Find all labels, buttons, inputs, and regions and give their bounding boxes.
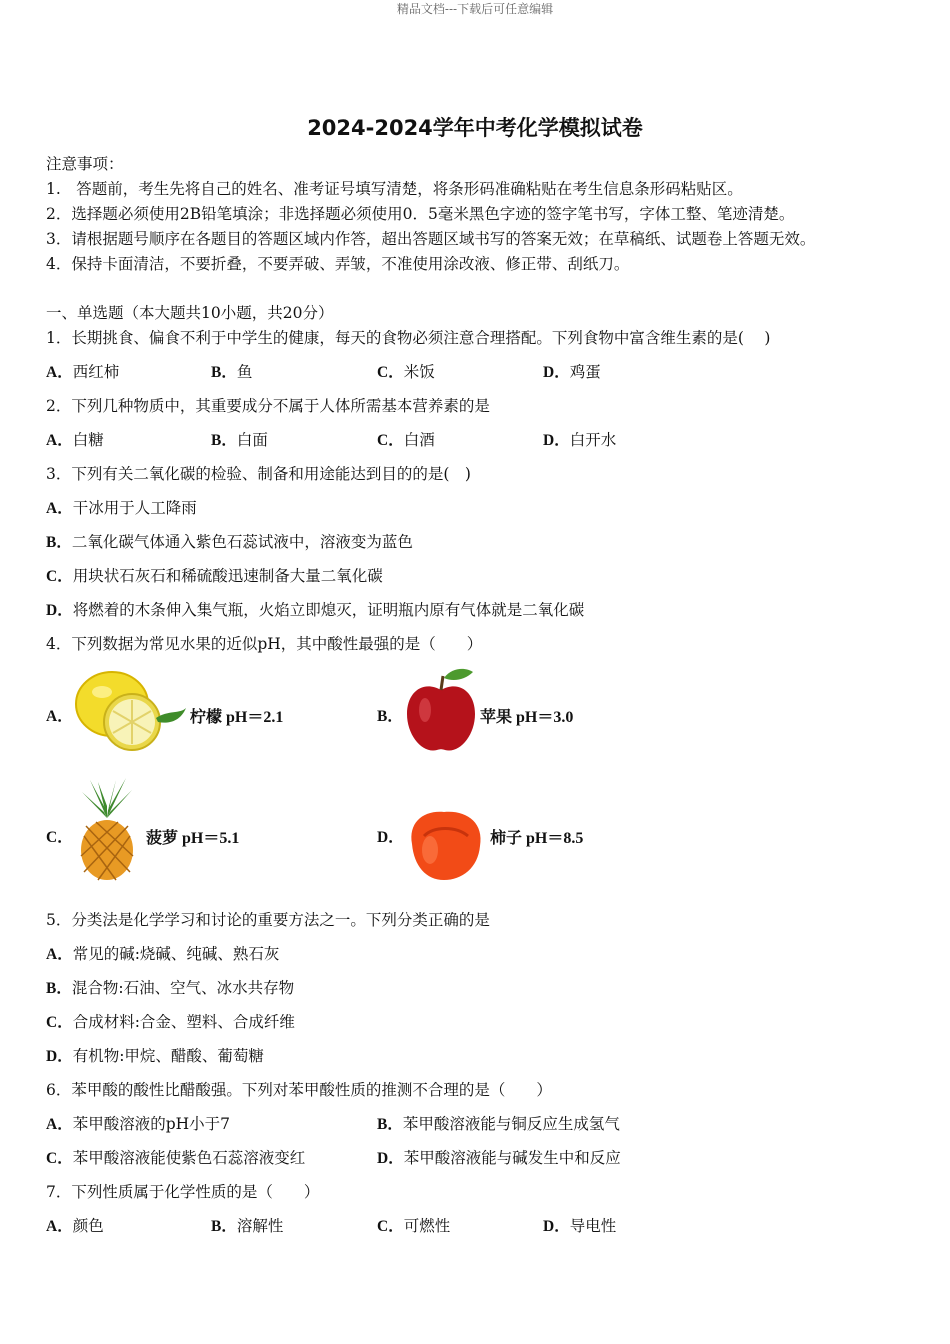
option-letter: D． [377, 1150, 404, 1167]
option-text: 鱼 [236, 363, 253, 381]
option-letter: A． [46, 500, 73, 517]
option-letter: C． [46, 1014, 73, 1031]
option-a [46, 1214, 104, 1236]
option-text: 常见的碱:烧碱、纯碱、熟石灰 [72, 945, 280, 963]
option-letter: B． [211, 364, 237, 381]
question-stem: 7．下列性质属于化学性质的是（ ） [46, 1183, 320, 1201]
option-letter: D． [543, 1218, 570, 1235]
option-text: 苯甲酸溶液能与铜反应生成氢气 [402, 1115, 620, 1133]
page-title: 2024-2024学年中考化学模拟试卷 [307, 116, 643, 140]
option-letter: B． [377, 1116, 403, 1133]
option-a [46, 942, 279, 964]
option-letter: C． [46, 829, 73, 846]
option-text: 用块状石灰石和稀硫酸迅速制备大量二氧化碳 [72, 567, 383, 585]
option-text: 颜色 [72, 1217, 104, 1235]
option-text: 白开水 [569, 431, 617, 449]
option-a [46, 360, 119, 382]
option-a [46, 428, 104, 450]
option-letter: B． [377, 708, 403, 725]
option-text: 苹果 pH＝3.0 [480, 709, 574, 726]
option-d [543, 360, 601, 382]
option-text: 二氧化碳气体通入紫色石蕊试液中，溶液变为蓝色 [71, 533, 413, 551]
option-text: 白酒 [403, 431, 435, 449]
option-text: 米饭 [403, 363, 435, 381]
option-text: 柠檬 pH＝2.1 [190, 709, 284, 726]
option-letter: D． [46, 1048, 73, 1065]
question-stem: 5．分类法是化学学习和讨论的重要方法之一。下列分类正确的是 [46, 911, 490, 929]
persimmon-icon [404, 806, 486, 884]
option-letter: C． [377, 364, 404, 381]
option-b [46, 530, 413, 552]
option-b [377, 1112, 620, 1134]
question-stem: 1．长期挑食、偏食不利于中学生的健康，每天的食物必须注意合理搭配。下列食物中富含维生素的是( ) [46, 329, 771, 347]
option-letter: A． [46, 1218, 73, 1235]
option-letter: B． [46, 534, 72, 551]
lemon-icon [72, 664, 190, 756]
notes-heading: 注意事项： [46, 155, 124, 173]
option-letter: D． [46, 602, 73, 619]
option-c [46, 564, 383, 586]
option-letter: C． [377, 1218, 404, 1235]
option-text: 菠萝 pH＝5.1 [146, 830, 240, 847]
watermark: 精品文档---下载后可任意编辑 [396, 2, 554, 16]
option-letter: A． [46, 364, 73, 381]
option-d [46, 598, 584, 620]
note-item: 3．请根据题号顺序在各题目的答题区域内作答，超出答题区域书写的答案无效；在草稿纸、试题卷上答题无效。 [46, 230, 816, 248]
apple-icon [403, 664, 479, 756]
option-c [377, 360, 435, 382]
question-stem: 4．下列数据为常见水果的近似pH，其中酸性最强的是（ ） [46, 635, 483, 653]
option-d [543, 428, 616, 450]
option-c [46, 1146, 305, 1168]
option-a [46, 1112, 230, 1134]
option-letter: D． [377, 829, 404, 846]
option-text: 有机物:甲烷、醋酸、葡萄糖 [72, 1047, 264, 1065]
option-d [46, 1044, 264, 1066]
option-text: 苯甲酸溶液的pH小于7 [72, 1115, 231, 1133]
option-text: 干冰用于人工降雨 [72, 499, 197, 517]
option-text: 可燃性 [403, 1217, 451, 1235]
option-c [377, 1214, 450, 1236]
option-letter: A． [46, 946, 73, 963]
option-b [211, 428, 268, 450]
note-item: 2．选择题必须使用2B铅笔填涂；非选择题必须使用0．5毫米黑色字迹的签字笔书写，字体工整、笔迹清楚。 [46, 205, 795, 223]
option-letter: A． [46, 1116, 73, 1133]
option-c [46, 1010, 295, 1032]
option-text: 柿子 pH＝8.5 [490, 830, 584, 847]
option-text: 苯甲酸溶液能使紫色石蕊溶液变红 [72, 1149, 306, 1167]
option-c [377, 428, 435, 450]
option-letter: B． [46, 980, 72, 997]
option-letter: C． [46, 568, 73, 585]
section-heading: 一、单选题（本大题共10小题，共20分） [46, 304, 334, 322]
option-text: 苯甲酸溶液能与碱发生中和反应 [403, 1149, 621, 1167]
option-letter: D． [543, 364, 570, 381]
option-text: 白面 [236, 431, 268, 449]
option-letter: C． [46, 1150, 73, 1167]
option-letter: A． [46, 708, 73, 725]
option-d [543, 1214, 616, 1236]
option-b [211, 1214, 283, 1236]
option-text: 混合物:石油、空气、冰水共存物 [71, 979, 295, 997]
option-letter: C． [377, 432, 404, 449]
option-letter: D． [543, 432, 570, 449]
option-letter: B． [211, 1218, 237, 1235]
option-letter: B． [211, 432, 237, 449]
question-stem: 2．下列几种物质中，其重要成分不属于人体所需基本营养素的是 [46, 397, 490, 415]
pineapple-icon [76, 776, 138, 882]
option-d [377, 1146, 621, 1168]
note-item: 4．保持卡面清洁，不要折叠，不要弄破、弄皱，不准使用涂改液、修正带、刮纸刀。 [46, 255, 630, 273]
question-stem: 6．苯甲酸的酸性比醋酸强。下列对苯甲酸性质的推测不合理的是（ ） [46, 1081, 552, 1099]
option-b [211, 360, 252, 382]
option-text: 溶解性 [236, 1217, 284, 1235]
option-text: 将燃着的木条伸入集气瓶，火焰立即熄灭，证明瓶内原有气体就是二氧化碳 [72, 601, 585, 619]
option-text: 鸡蛋 [569, 363, 601, 381]
option-text: 合成材料:合金、塑料、合成纤维 [72, 1013, 295, 1031]
question-stem: 3．下列有关二氧化碳的检验、制备和用途能达到目的的是( ) [46, 465, 471, 483]
option-text: 导电性 [569, 1217, 617, 1235]
note-item: 1. 答题前，考生先将自己的姓名、准考证号填写清楚，将条形码准确粘贴在考生信息条形码粘贴区。 [46, 180, 743, 198]
option-text: 白糖 [72, 431, 104, 449]
option-a [46, 496, 197, 518]
option-letter: A． [46, 432, 73, 449]
option-b [46, 976, 294, 998]
option-text: 西红柿 [72, 363, 120, 381]
